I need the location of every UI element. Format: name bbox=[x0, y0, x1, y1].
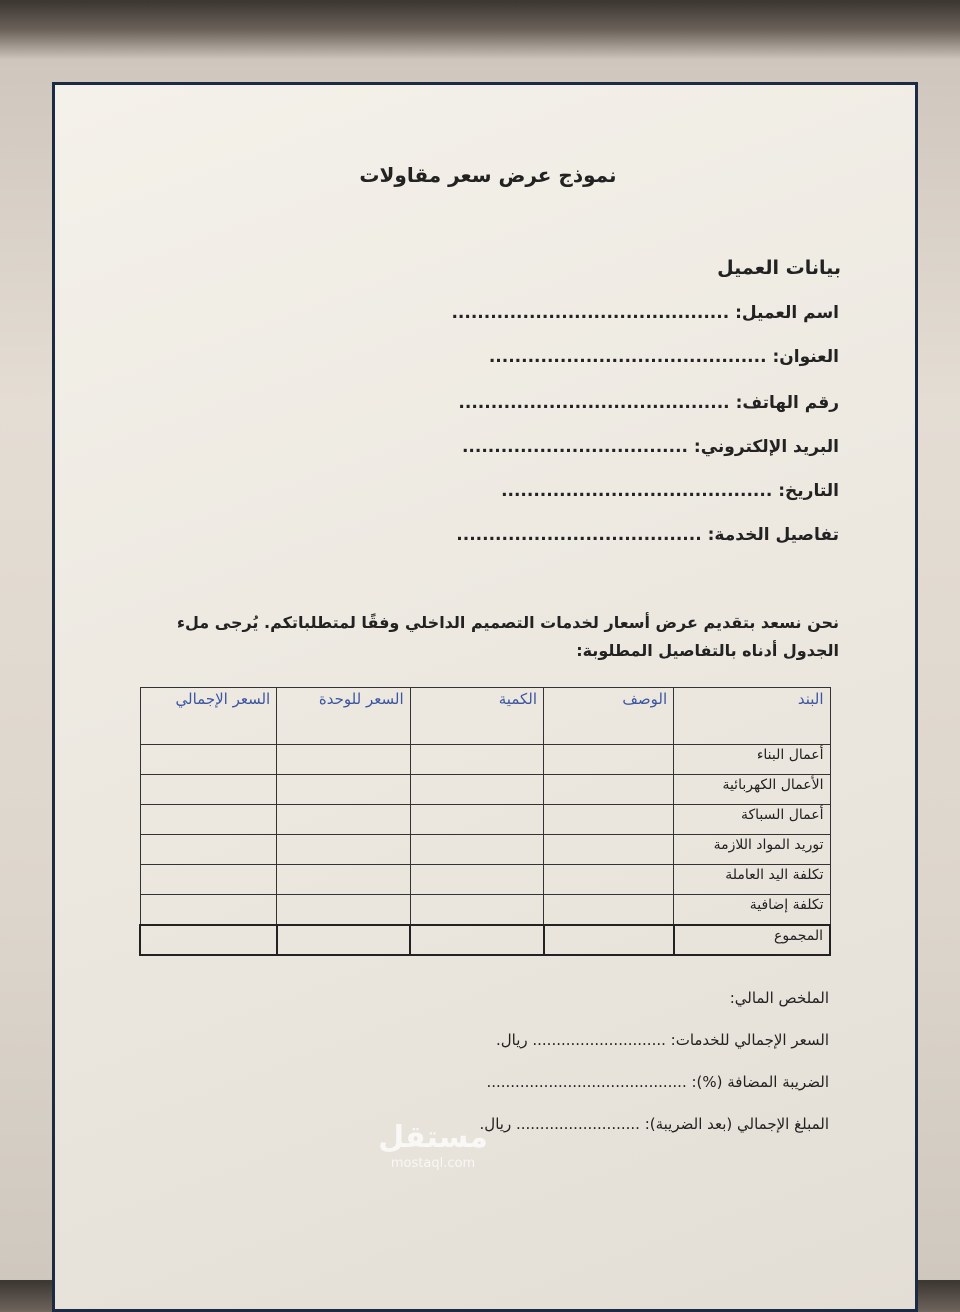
empty-cell[interactable] bbox=[277, 775, 410, 805]
item-cell: أعمال السباكة bbox=[674, 805, 830, 835]
item-cell: تكلفة اليد العاملة bbox=[674, 865, 830, 895]
table-row bbox=[140, 865, 830, 895]
empty-cell[interactable] bbox=[410, 895, 543, 926]
watermark-logo: مستقل bbox=[378, 1120, 488, 1155]
empty-cell[interactable] bbox=[140, 745, 277, 775]
empty-cell[interactable] bbox=[544, 865, 674, 895]
service-details-field bbox=[456, 525, 839, 545]
field-dots: .......................................... bbox=[458, 393, 730, 413]
field-label: رقم الهاتف: bbox=[735, 393, 839, 413]
client-section-heading: بيانات العميل bbox=[717, 257, 841, 279]
table-header-row bbox=[140, 688, 830, 745]
address-field bbox=[489, 347, 839, 367]
empty-cell[interactable] bbox=[544, 925, 674, 955]
column-header: السعر الإجمالي bbox=[140, 688, 277, 745]
field-label: تفاصيل الخدمة: bbox=[707, 525, 839, 545]
field-dots: ................................... bbox=[461, 437, 688, 457]
empty-cell[interactable] bbox=[140, 835, 277, 865]
empty-cell[interactable] bbox=[410, 745, 543, 775]
table-row bbox=[140, 835, 830, 865]
empty-cell[interactable] bbox=[410, 775, 543, 805]
empty-cell[interactable] bbox=[277, 745, 410, 775]
empty-cell[interactable] bbox=[140, 775, 277, 805]
summary-line-total-price: السعر الإجمالي للخدمات: ............................ ريال. bbox=[495, 1031, 829, 1049]
empty-cell[interactable] bbox=[544, 805, 674, 835]
empty-cell[interactable] bbox=[410, 865, 543, 895]
empty-cell[interactable] bbox=[140, 925, 277, 955]
field-dots: ...................................... bbox=[456, 525, 702, 545]
field-dots: ........................................... bbox=[488, 347, 767, 367]
empty-cell[interactable] bbox=[544, 895, 674, 926]
item-cell: تكلفة إضافية bbox=[674, 895, 830, 926]
page-title: نموذج عرض سعر مقاولات bbox=[359, 163, 617, 187]
client-name-field bbox=[451, 303, 839, 323]
field-dots: .......................................... bbox=[501, 481, 773, 501]
empty-cell[interactable] bbox=[277, 925, 410, 955]
field-label: اسم العميل: bbox=[735, 303, 839, 323]
field-label: البريد الإلكتروني: bbox=[693, 437, 839, 457]
empty-cell[interactable] bbox=[140, 805, 277, 835]
column-header: السعر للوحدة bbox=[277, 688, 410, 745]
summary-line-vat: الضريبة المضافة (%): .......................................... bbox=[486, 1073, 829, 1091]
table-row bbox=[140, 805, 830, 835]
empty-cell[interactable] bbox=[140, 895, 277, 926]
empty-cell[interactable] bbox=[277, 805, 410, 835]
watermark-site: mostaql.com bbox=[390, 1156, 476, 1171]
empty-cell[interactable] bbox=[410, 925, 543, 955]
empty-cell[interactable] bbox=[277, 865, 410, 895]
table-row bbox=[140, 745, 830, 775]
table-row bbox=[140, 895, 830, 926]
field-dots: ........................................... bbox=[451, 303, 730, 323]
column-header: الكمية bbox=[410, 688, 543, 745]
intro-paragraph: نحن نسعد بتقديم عرض أسعار لخدمات التصميم الداخلي وفقًا لمتطلباتكم. يُرجى ملء الجدول أدناه بالتفاصيل المطلوبة: bbox=[176, 613, 839, 660]
table-row bbox=[140, 775, 830, 805]
field-label: العنوان: bbox=[772, 347, 839, 367]
empty-cell[interactable] bbox=[544, 835, 674, 865]
field-label: التاريخ: bbox=[778, 481, 839, 501]
empty-cell[interactable] bbox=[140, 865, 277, 895]
empty-cell[interactable] bbox=[544, 775, 674, 805]
empty-cell[interactable] bbox=[277, 835, 410, 865]
empty-cell[interactable] bbox=[544, 745, 674, 775]
column-header: البند bbox=[674, 688, 830, 745]
column-header: الوصف bbox=[544, 688, 674, 745]
empty-cell[interactable] bbox=[410, 805, 543, 835]
phone-field bbox=[458, 393, 839, 413]
date-field bbox=[501, 481, 839, 501]
empty-cell[interactable] bbox=[277, 895, 410, 926]
price-quote-table bbox=[139, 687, 831, 956]
empty-cell[interactable] bbox=[410, 835, 543, 865]
item-cell: الأعمال الكهربائية bbox=[674, 775, 830, 805]
total-label-cell: المجموع bbox=[674, 925, 830, 955]
email-field bbox=[462, 437, 839, 457]
summary-line-grand-total: المبلغ الإجمالي (بعد الضريبة): .......................... ريال. bbox=[479, 1115, 829, 1133]
item-cell: أعمال البناء bbox=[674, 745, 830, 775]
summary-heading: الملخص المالي: bbox=[729, 989, 829, 1007]
table-total-row bbox=[140, 925, 830, 955]
item-cell: توريد المواد اللازمة bbox=[674, 835, 830, 865]
